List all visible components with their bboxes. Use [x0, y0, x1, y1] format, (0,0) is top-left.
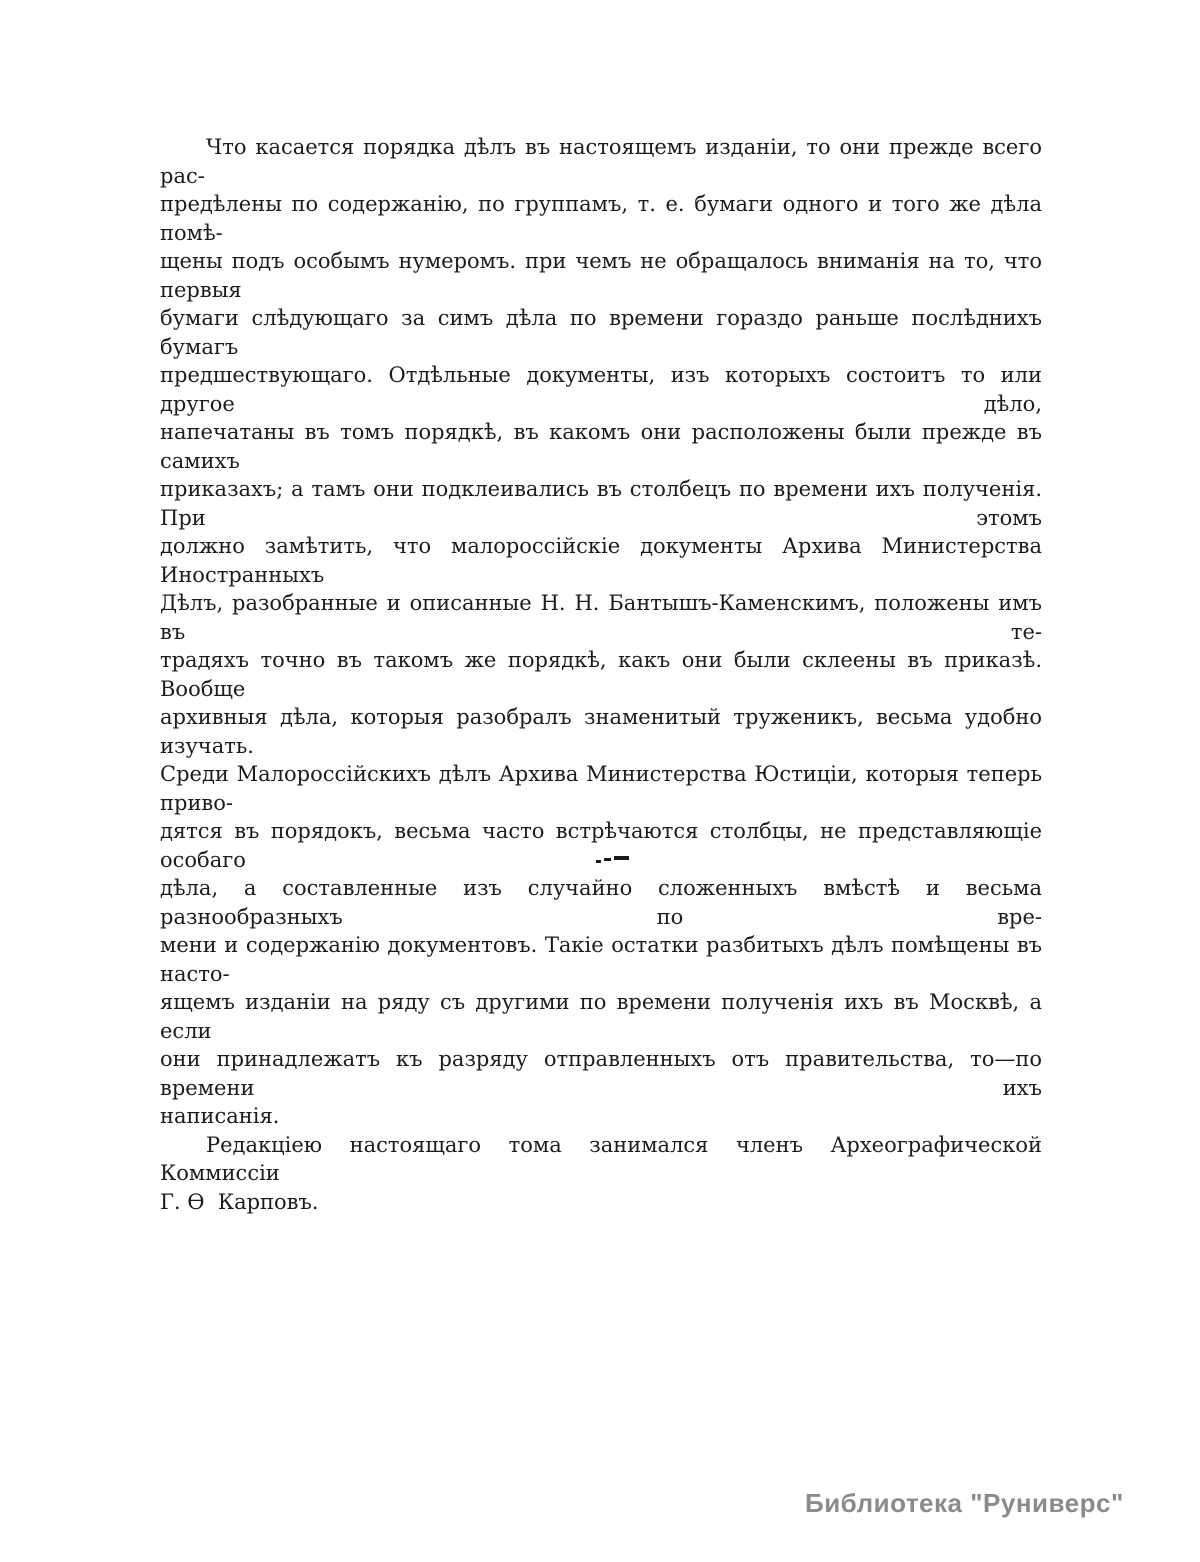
text-line: должно замѣтить, что малороссійскіе документы Архива Министерства Иностранныхъ — [160, 534, 1042, 587]
text-line: щены подъ особымъ нумеромъ. при чемъ не обращалось вниманія на то, что первыя — [160, 249, 1042, 302]
text-line: архивныя дѣла, которыя разобралъ знаменитый труженикъ, весьма удобно изучать. — [160, 705, 1042, 758]
text-line: Дѣлъ, разобранные и описанные Н. Н. Бантышъ-Каменскимъ, положены имъ въ те- — [160, 591, 1042, 644]
paragraph — [160, 133, 1042, 1131]
text-line: ящемъ изданіи на ряду съ другими по времени полученія ихъ въ Москвѣ, а если — [160, 990, 1042, 1043]
text-line: традяхъ точно въ такомъ же порядкѣ, какъ они были склеены въ приказѣ. Вообще — [160, 648, 1042, 701]
ornament-dash-icon — [614, 856, 629, 860]
text-line: Г. Ѳ Карповъ. — [160, 1189, 319, 1214]
text-line: бумаги слѣдующаго за симъ дѣла по времени гораздо раньше послѣднихъ бумагъ — [160, 306, 1042, 359]
text-line: Что касается порядка дѣлъ въ настоящемъ изданіи, то они прежде всего рас- — [160, 135, 1042, 188]
text-line: Редакціею настоящаго тома занимался членъ Археографической Коммиссіи — [160, 1132, 1042, 1185]
text-line: написанія. — [160, 1104, 280, 1128]
divider-ornament — [596, 854, 632, 864]
text-line: Среди Малороссійскихъ дѣлъ Архива Министерства Юстиціи, которыя теперь приво- — [160, 762, 1042, 815]
text-line: напечатаны въ томъ порядкѣ, въ какомъ они расположены были прежде въ самихъ — [160, 420, 1042, 473]
ornament-dash-icon — [596, 860, 601, 863]
text-line: они принадлежатъ къ разряду отправленныхъ отъ правительства, то—по времени ихъ — [160, 1047, 1042, 1100]
paragraph — [160, 1131, 1042, 1217]
text-line: дятся въ порядокъ, весьма часто встрѣчаются столбцы, не представляющіе особаго — [160, 819, 1042, 872]
text-line: приказахъ; а тамъ они подклеивались въ столбецъ по времени ихъ полученія. При этомъ — [160, 477, 1042, 530]
text-line: предшествующаго. Отдѣльные документы, изъ которыхъ состоитъ то или другое дѣло, — [160, 363, 1042, 416]
text-line: предѣлены по содержанію, по группамъ, т. е. бумаги одного и того же дѣла помѣ- — [160, 192, 1042, 245]
library-watermark: Библиотека "Руниверс" — [805, 1488, 1124, 1518]
text-line: мени и содержанію документовъ. Такіе остатки разбитыхъ дѣлъ помѣщены въ насто- — [160, 933, 1042, 986]
text-block — [160, 133, 1042, 1216]
ornament-dash-icon — [604, 858, 611, 861]
text-line: дѣла, а составленные изъ случайно сложенныхъ вмѣстѣ и весьма разнообразныхъ по вре- — [160, 876, 1042, 929]
